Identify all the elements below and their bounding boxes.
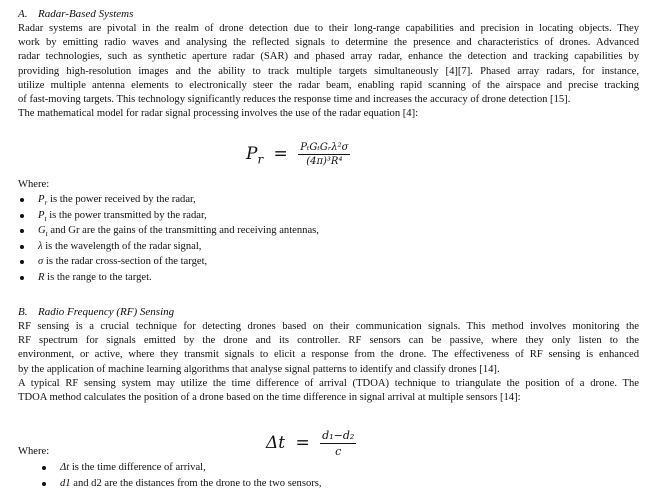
equation-lhs: Δt [266, 433, 286, 453]
variable-symbol: P [38, 209, 45, 221]
equals-sign: = [273, 144, 288, 164]
equation-denominator: (4π)³R⁴ [306, 156, 343, 167]
equals-sign: = [295, 433, 310, 453]
variable-symbol: R [38, 271, 45, 283]
bullet-icon [20, 276, 24, 280]
list-item [38, 192, 319, 208]
section-a-title: Radar-Based Systems [38, 8, 134, 20]
section-b-label: B. [18, 306, 28, 318]
list-item [38, 239, 319, 255]
list-item [60, 476, 322, 492]
paragraph-line: by the application of machine learning algorithms that analyse signal patterns to identify and classify drones [14]. [18, 363, 500, 375]
variable-description: is the power transmitted by the radar, [46, 209, 207, 221]
variable-description: is the range to the target. [44, 271, 152, 283]
variable-symbol: σ [38, 256, 44, 267]
variable-description: and Gr are the gains of the transmitting and receiving antennas, [47, 225, 319, 236]
equation-lhs-subscript: r [257, 152, 264, 167]
paragraph-line: TDOA method calculates the position of a drone based on the time difference in signal arrival at multiple sensors [14]: [18, 392, 521, 404]
where-label: Where: [18, 446, 50, 457]
bullet-icon [20, 245, 24, 249]
variable-symbol: G [38, 225, 46, 236]
variable-subscript: t [45, 229, 48, 239]
variable-symbol: d1 [60, 477, 71, 489]
section-a-label: A. [18, 8, 28, 20]
where-label: Where: [18, 179, 50, 190]
section-b-title: Radio Frequency (RF) Sensing [38, 306, 175, 318]
paragraph-line: A typical RF sensing system may utilize the time difference of arrival (TDOA) technique to triangulate the position of a drone. The [18, 377, 639, 389]
tdoa-equation [266, 429, 356, 458]
paragraph-line: Radar systems are pivotal in the realm of drone detection due to their long-range capabilities and precision in locating objects. They [18, 23, 639, 34]
bullet-icon [20, 260, 24, 264]
equation-numerator: PₜGₜGᵣλ²σ [300, 142, 349, 153]
variable-subscript: t [44, 213, 47, 223]
variable-symbol: λ [38, 240, 43, 252]
equation-denominator: c [335, 445, 342, 458]
bullet-icon [20, 229, 24, 233]
bullet-icon [42, 466, 46, 470]
variable-description: is the radar cross-section of the target, [43, 256, 208, 267]
variable-symbol: Δt [60, 462, 70, 473]
list-item [38, 270, 319, 286]
paragraph-line: radar technologies, such as synthetic aperture radar (SAR) and phased array radar, enhance the detection and tracking capabilities by [18, 51, 639, 63]
variable-subscript: r [44, 198, 48, 208]
variable-description: and d2 are the distances from the drone to the two sensors, [70, 477, 322, 489]
paragraph-line: RF sensing is a crucial technique for detecting drones based on their communication signals. This method involves monitoring the [18, 321, 639, 332]
equation-lhs: P [246, 144, 258, 164]
section-b-heading [18, 306, 174, 319]
paragraph-line: utilize multiple antenna elements to electronically steer the radar beam, enabling rapid scanning of the airspace and precise tracking [18, 79, 639, 91]
section-a-paragraph [18, 22, 639, 121]
equation-numerator: d₁−d₂ [322, 429, 355, 442]
variable-description: is the time difference of arrival, [69, 462, 206, 473]
list-item [60, 460, 322, 476]
equation-fraction [320, 429, 356, 458]
variable-symbol: P [38, 194, 45, 205]
bullet-icon [20, 214, 24, 218]
paragraph-line: environment, or active, where they transmit signals to elicit a response from the drone. The effectiveness of RF sensing is enhanced [18, 349, 639, 361]
paragraph-line: work by emitting radio waves and analysing the reflected signals to determine the presence and characteristics of drones. Advanced [18, 37, 639, 49]
paragraph-line: RF spectrum for signals emitted by the drone and its controller. RF sensors can be passive, where they only listen to the [18, 335, 639, 347]
list-item [38, 254, 319, 270]
section-a-heading [18, 8, 133, 21]
variable-description: is the wavelength of the radar signal, [42, 240, 202, 252]
variable-description: is the power received by the radar, [47, 194, 196, 205]
paragraph-line: The mathematical model for radar signal processing involves the use of the radar equation [4]: [18, 108, 419, 120]
section-b-paragraph [18, 320, 639, 405]
list-item [38, 223, 319, 239]
list-item [38, 208, 319, 224]
section-b-variable-list [60, 460, 322, 491]
radar-equation [246, 142, 350, 167]
equation-fraction [298, 142, 350, 167]
paragraph-line: providing high-resolution images and the ability to track multiple targets simultaneously [4][7]. Phased array radars, for instance, [18, 65, 639, 77]
bullet-icon [20, 198, 24, 202]
bullet-icon [42, 482, 46, 486]
paragraph-line: of fast-moving targets. This technology significantly reduces the response time and increases the accuracy of drone detection [15]. [18, 94, 571, 106]
section-a-variable-list [38, 192, 319, 285]
